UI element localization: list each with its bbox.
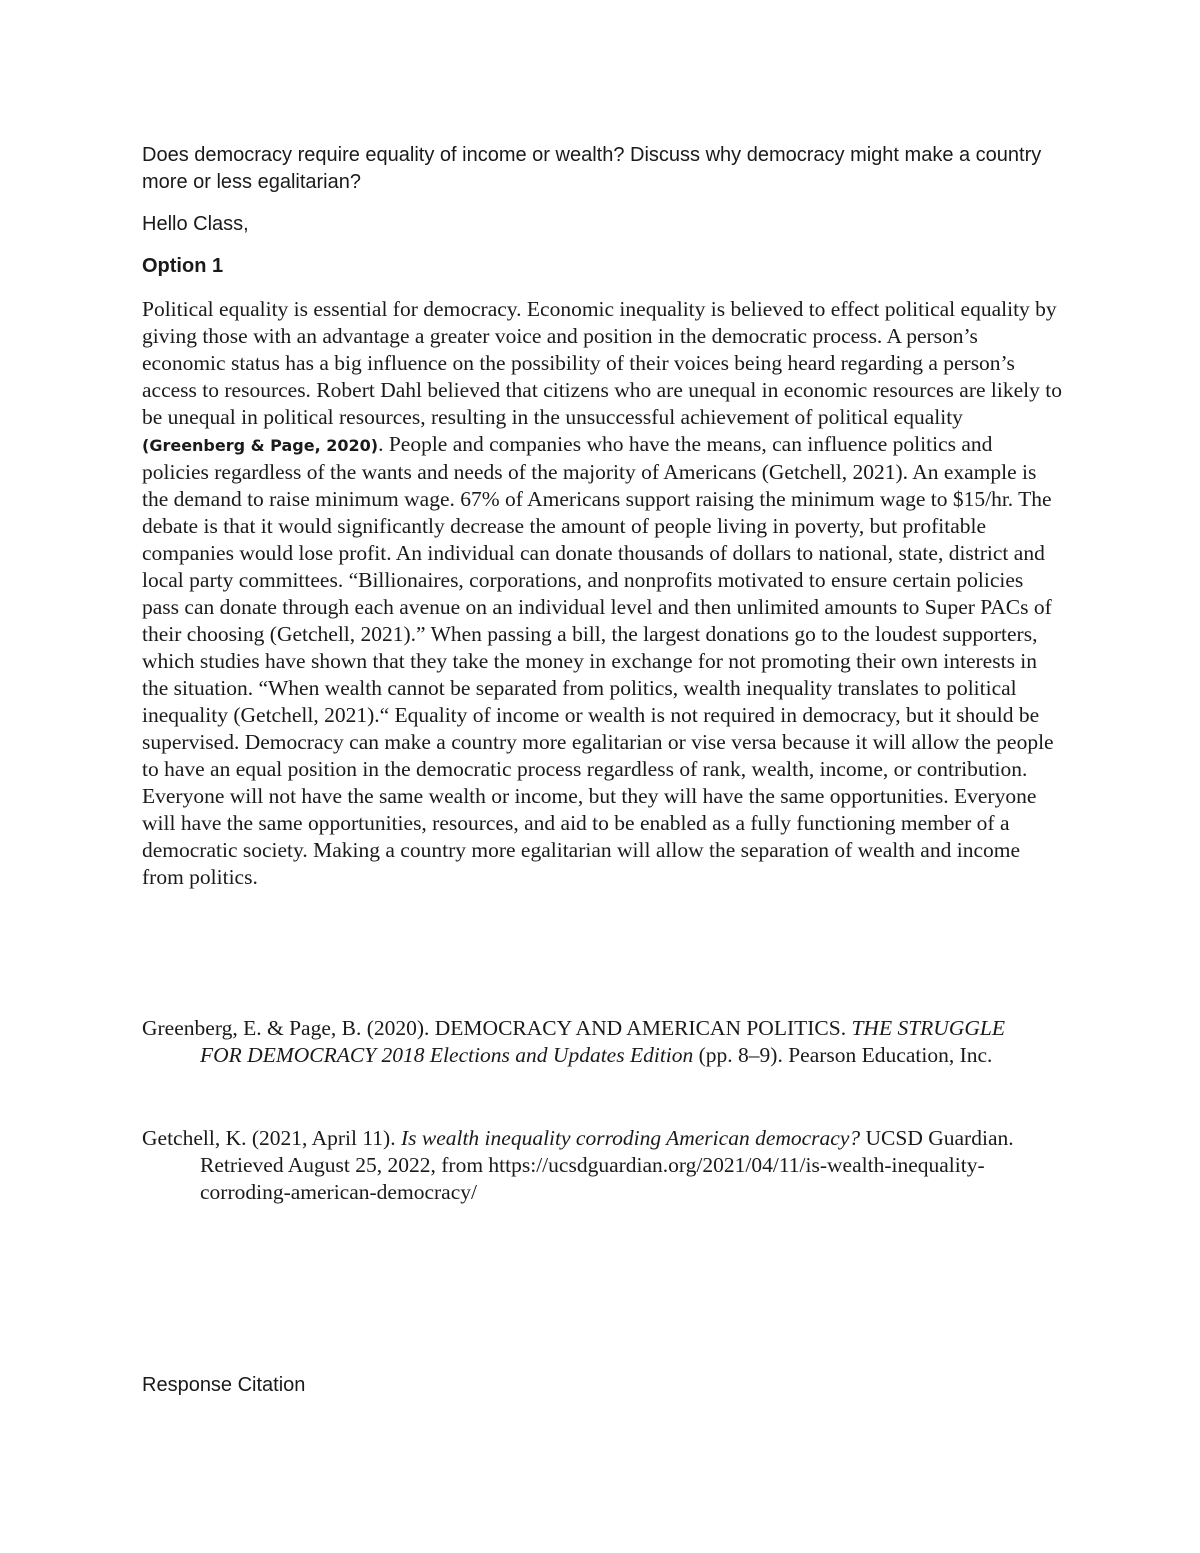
reference-author-info: Getchell, K. (2021, April 11). — [142, 1126, 401, 1150]
reference-entry — [142, 1015, 1052, 1069]
option-heading: Option 1 — [142, 255, 224, 277]
reference-publisher-info: (pp. 8–9). Pearson Education, Inc. — [693, 1043, 993, 1067]
greeting: Hello Class, — [142, 213, 249, 235]
response-citation-heading: Response Citation — [142, 1374, 306, 1396]
reference-author-info: Greenberg, E. & Page, B. (2020). DEMOCRACY AND AMERICAN POLITICS. — [142, 1016, 852, 1040]
inline-citation: (Greenberg & Page, 2020) — [142, 436, 379, 455]
essay-paragraph — [142, 296, 1062, 891]
reference-entry — [142, 1125, 1052, 1206]
discussion-question: Does democracy require equality of income or wealth? Discuss why democracy might make a country more or less egalitarian? — [142, 144, 1042, 193]
essay-text-part-1: Political equality is essential for democracy. Economic inequality is believed to effect political equality by giving those with an advantage a greater voice and position in the democratic process. A person’s economic status has a big influence on the possibility of their voices being heard regarding a person’s access to resources. Robert Dahl believed that citizens who are unequal in economic resources are likely to be unequal in political resources, resulting in the unsuccessful achievement of political equality — [142, 297, 1062, 429]
essay-text-part-2: . People and companies who have the means, can influence politics and policies regardless of the wants and needs of the majority of Americans (Getchell, 2021). An example is the demand to raise minimum wage. 67% of Americans support raising the minimum wage to $15/hr. The debate is that it would significantly decrease the amount of people living in poverty, but profitable companies would lose profit. An individual can donate thousands of dollars to national, state, district and local party committees. “Billionaires, corporations, and nonprofits motivated to ensure certain policies pass can donate through each avenue on an individual level and then unlimited amounts to Super PACs of their choosing (Getchell, 2021).” When passing a bill, the largest donations go to the loudest supporters, which studies have shown that they take the money in exchange for not promoting their own interests in the situation. “When wealth cannot be separated from politics, wealth inequality translates to political inequality (Getchell, 2021).“ Equality of income or wealth is not required in democracy, but it should be supervised. Democracy can make a country more egalitarian or vise versa because it will allow the people to have an equal position in the democratic process regardless of rank, wealth, income, or contribution. Everyone will not have the same wealth or income, but they will have the same opportunities. Everyone will have the same opportunities, resources, and aid to be enabled as a fully functioning member of a democratic society. Making a country more egalitarian will allow the separation of wealth and income from politics. — [142, 432, 1054, 889]
reference-publisher-info: UCSD Guardian. Retrieved August 25, 2022, from https://ucsdguardian.org/2021/04/11/is-wealth-inequality-corroding-american-democracy/ — [200, 1126, 1014, 1204]
reference-title: Is wealth inequality corroding American democracy? — [400, 1126, 861, 1150]
reference-title: THE STRUGGLE FOR DEMOCRACY 2018 Elections and Updates Edition — [200, 1016, 1005, 1067]
